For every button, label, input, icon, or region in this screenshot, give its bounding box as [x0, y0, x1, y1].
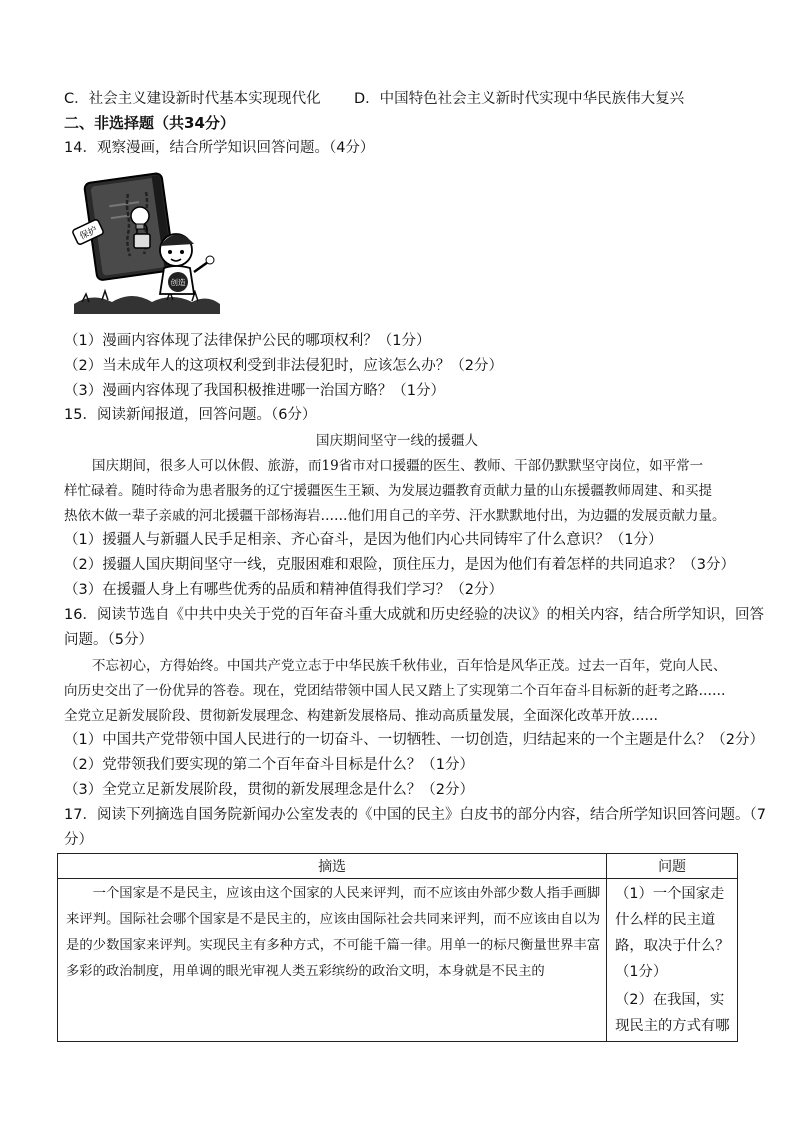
- q14-sub-2: （2）当未成年人的这项权利受到非法侵犯时，应该怎么办？（2分）: [64, 358, 503, 374]
- option-d: D．中国特色社会主义新时代实现中华民族伟大复兴: [354, 91, 685, 107]
- option-c: C．社会主义建设新时代基本实现现代化: [64, 91, 321, 107]
- q17-header-excerpt: 摘选: [58, 854, 607, 879]
- q17-stem-line-2: 分）: [64, 832, 93, 848]
- section-title: 二、非选择题（共34分）: [64, 114, 235, 132]
- q17-question-2: （2）在我国，实现民主的方式有哪: [615, 992, 730, 1034]
- q16-stem-line-2: 问题。（5分）: [64, 632, 153, 648]
- q16-passage-line-3: 全党立足新发展阶段、贯彻新发展理念、构建新发展格局、推动高质量发展，全面深化改革开放……: [64, 708, 658, 724]
- q17-question-1: （1）一个国家走什么样的民主道路，取决于什么？（1分）: [615, 886, 730, 980]
- q16-passage-line-2: 向历史交出了一份优异的答卷。现在，党团结带领中国人民又踏上了实现第二个百年奋斗目标新的赶考之路……: [64, 683, 726, 699]
- q15-passage-line-1: 国庆期间，很多人可以休假、旅游，而19省市对口援疆的医生、教师、干部仍默默坚守岗位，如平常一: [92, 458, 704, 474]
- q17-excerpt-cell: [58, 879, 607, 1042]
- q15-passage-title: 国庆期间坚守一线的援疆人: [316, 433, 478, 449]
- q17-table: [57, 853, 738, 1042]
- comic-image: [72, 164, 222, 314]
- q17-table-header-row: [58, 854, 738, 879]
- q14-sub-1: （1）漫画内容体现了法律保护公民的哪项权利？（1分）: [64, 333, 431, 349]
- comic-label-left: 保护: [78, 225, 100, 243]
- comic-label-right: 创造: [170, 278, 186, 287]
- q17-table-row: [58, 879, 738, 1042]
- q16-passage-line-1: 不忘初心，方得始终。中国共产党立志于中华民族千秋伟业，百年恰是风华正茂。过去一百年，党向人民、: [92, 658, 727, 674]
- q16-sub-2: （2）党带领我们要实现的第二个百年奋斗目标是什么？（1分）: [64, 757, 474, 773]
- q15-sub-2: （2）援疆人国庆期间坚守一线，克服困难和艰险，顶住压力，是因为他们有着怎样的共同追求？（3分）: [64, 557, 735, 573]
- q15-passage-line-3: 热依木做一辈子亲戚的河北援疆干部杨海岩……他们用自己的辛劳、汗水默默地付出，为边疆的发展贡献力量。: [64, 508, 726, 524]
- q15-stem: 15．阅读新闻报道，回答问题。（6分）: [64, 407, 317, 423]
- q14-stem: 14．观察漫画，结合所学知识回答问题。（4分）: [64, 140, 375, 156]
- q16-stem-line-1: 16．阅读节选自《中共中央关于党的百年奋斗重大成就和历史经验的决议》的相关内容，结合所学知识，回答: [64, 607, 764, 623]
- q17-excerpt-text: 一个国家是不是民主，应该由这个国家的人民来评判，而不应该由外部少数人指手画脚来评判。国际社会哪个国家是不是民主的，应该由国际社会共同来评判，而不应该由自以为是的少数国家来评判。实现民主有多种方式，不可能千篇一律。用单一的标尺衡量世界丰富多彩的政治制度，用单调的眼光审视人类五彩缤纷的政治文明，本身就是不民主的: [66, 886, 601, 979]
- q17-stem-line-1: 17．阅读下列摘选自国务院新闻办公室发表的《中国的民主》白皮书的部分内容，结合所学知识回答问题。（7: [64, 807, 766, 823]
- q17-question-cell: [607, 879, 738, 1042]
- q16-sub-3: （3）全党立足新发展阶段，贯彻的新发展理念是什么？（2分）: [64, 782, 474, 798]
- q14-sub-3: （3）漫画内容体现了我国积极推进哪一治国方略？（1分）: [64, 383, 445, 399]
- q15-sub-3: （3）在援疆人身上有哪些优秀的品质和精神值得我们学习？（2分）: [64, 582, 503, 598]
- q17-header-question: 问题: [607, 854, 738, 879]
- q16-sub-1: （1）中国共产党带领中国人民进行的一切奋斗、一切牺牲、一切创造，归结起来的一个主题是什么？（2分）: [64, 732, 764, 748]
- q15-passage-line-2: 样忙碌着。随时待命为患者服务的辽宁援疆医生王颖、为发展边疆教育贡献力量的山东援疆教师周建、和买提: [64, 483, 712, 499]
- q15-sub-1: （1）援疆人与新疆人民手足相亲、齐心奋斗，是因为他们内心共同铸牢了什么意识？（1分）: [64, 532, 663, 548]
